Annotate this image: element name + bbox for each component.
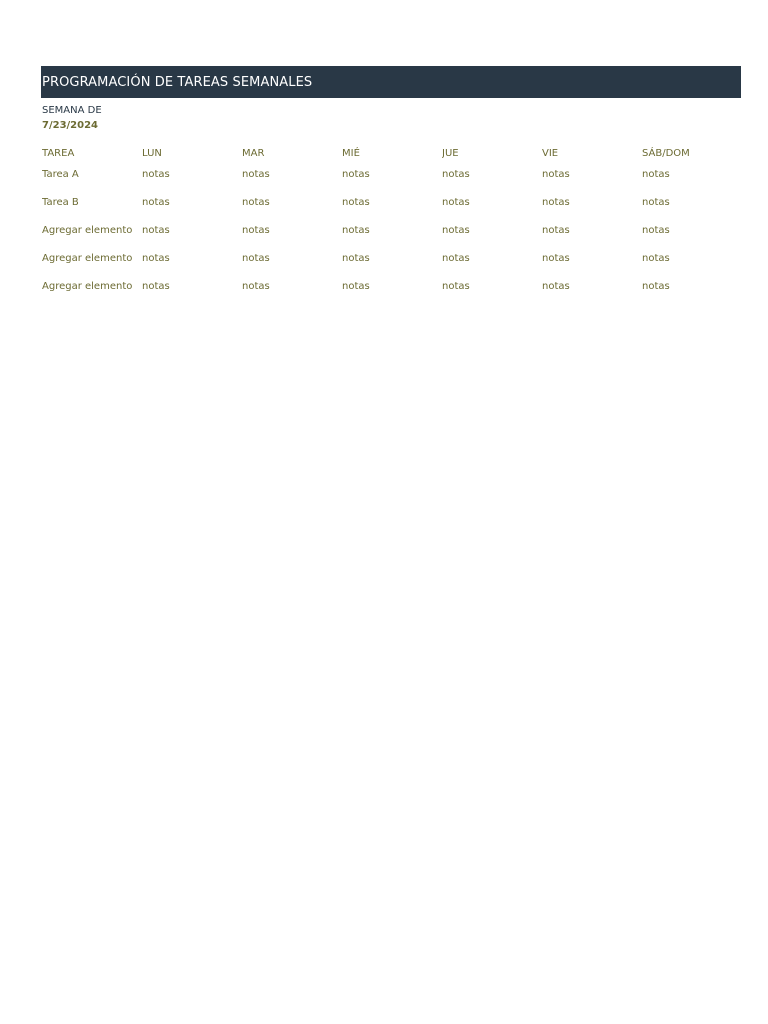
column-header-weekend: SÁB/DOM — [642, 148, 690, 159]
notes-cell[interactable]: notas — [542, 225, 570, 236]
page-title: PROGRAMACIÓN DE TAREAS SEMANALES — [42, 74, 313, 90]
table-row — [42, 252, 742, 280]
week-date[interactable]: 7/23/2024 — [42, 120, 99, 131]
notes-cell[interactable]: notas — [442, 169, 470, 180]
task-cell[interactable]: Tarea A — [42, 169, 79, 180]
notes-cell[interactable]: notas — [542, 281, 570, 292]
column-header-wed: MIÉ — [342, 148, 360, 159]
task-cell[interactable]: Agregar elemento — [42, 253, 133, 264]
notes-cell[interactable]: notas — [442, 281, 470, 292]
title-bar — [41, 66, 741, 98]
notes-cell[interactable]: notas — [442, 253, 470, 264]
table-row — [42, 280, 742, 308]
notes-cell[interactable]: notas — [142, 281, 170, 292]
notes-cell[interactable]: notas — [142, 253, 170, 264]
table-row — [42, 168, 742, 196]
notes-cell[interactable]: notas — [142, 225, 170, 236]
notes-cell[interactable]: notas — [442, 225, 470, 236]
week-label: SEMANA DE — [42, 105, 102, 116]
notes-cell[interactable]: notas — [542, 253, 570, 264]
notes-cell[interactable]: notas — [342, 281, 370, 292]
notes-cell[interactable]: notas — [342, 253, 370, 264]
notes-cell[interactable]: notas — [542, 169, 570, 180]
table-row — [42, 224, 742, 252]
column-header-tue: MAR — [242, 148, 265, 159]
notes-cell[interactable]: notas — [642, 197, 670, 208]
notes-cell[interactable]: notas — [542, 197, 570, 208]
notes-cell[interactable]: notas — [142, 197, 170, 208]
notes-cell[interactable]: notas — [642, 225, 670, 236]
column-header-task: TAREA — [42, 148, 75, 159]
notes-cell[interactable]: notas — [242, 169, 270, 180]
notes-cell[interactable]: notas — [142, 169, 170, 180]
notes-cell[interactable]: notas — [242, 197, 270, 208]
notes-cell[interactable]: notas — [342, 169, 370, 180]
notes-cell[interactable]: notas — [642, 281, 670, 292]
column-header-mon: LUN — [142, 148, 162, 159]
notes-cell[interactable]: notas — [242, 253, 270, 264]
notes-cell[interactable]: notas — [342, 197, 370, 208]
schedule-table — [42, 146, 742, 308]
notes-cell[interactable]: notas — [242, 225, 270, 236]
notes-cell[interactable]: notas — [442, 197, 470, 208]
task-cell[interactable]: Agregar elemento — [42, 225, 133, 236]
task-cell[interactable]: Tarea B — [42, 197, 79, 208]
task-cell[interactable]: Agregar elemento — [42, 281, 133, 292]
column-header-thu: JUE — [442, 148, 459, 159]
notes-cell[interactable]: notas — [642, 253, 670, 264]
table-header-row — [42, 146, 742, 168]
notes-cell[interactable]: notas — [242, 281, 270, 292]
notes-cell[interactable]: notas — [342, 225, 370, 236]
notes-cell[interactable]: notas — [642, 169, 670, 180]
column-header-fri: VIE — [542, 148, 559, 159]
table-row — [42, 196, 742, 224]
